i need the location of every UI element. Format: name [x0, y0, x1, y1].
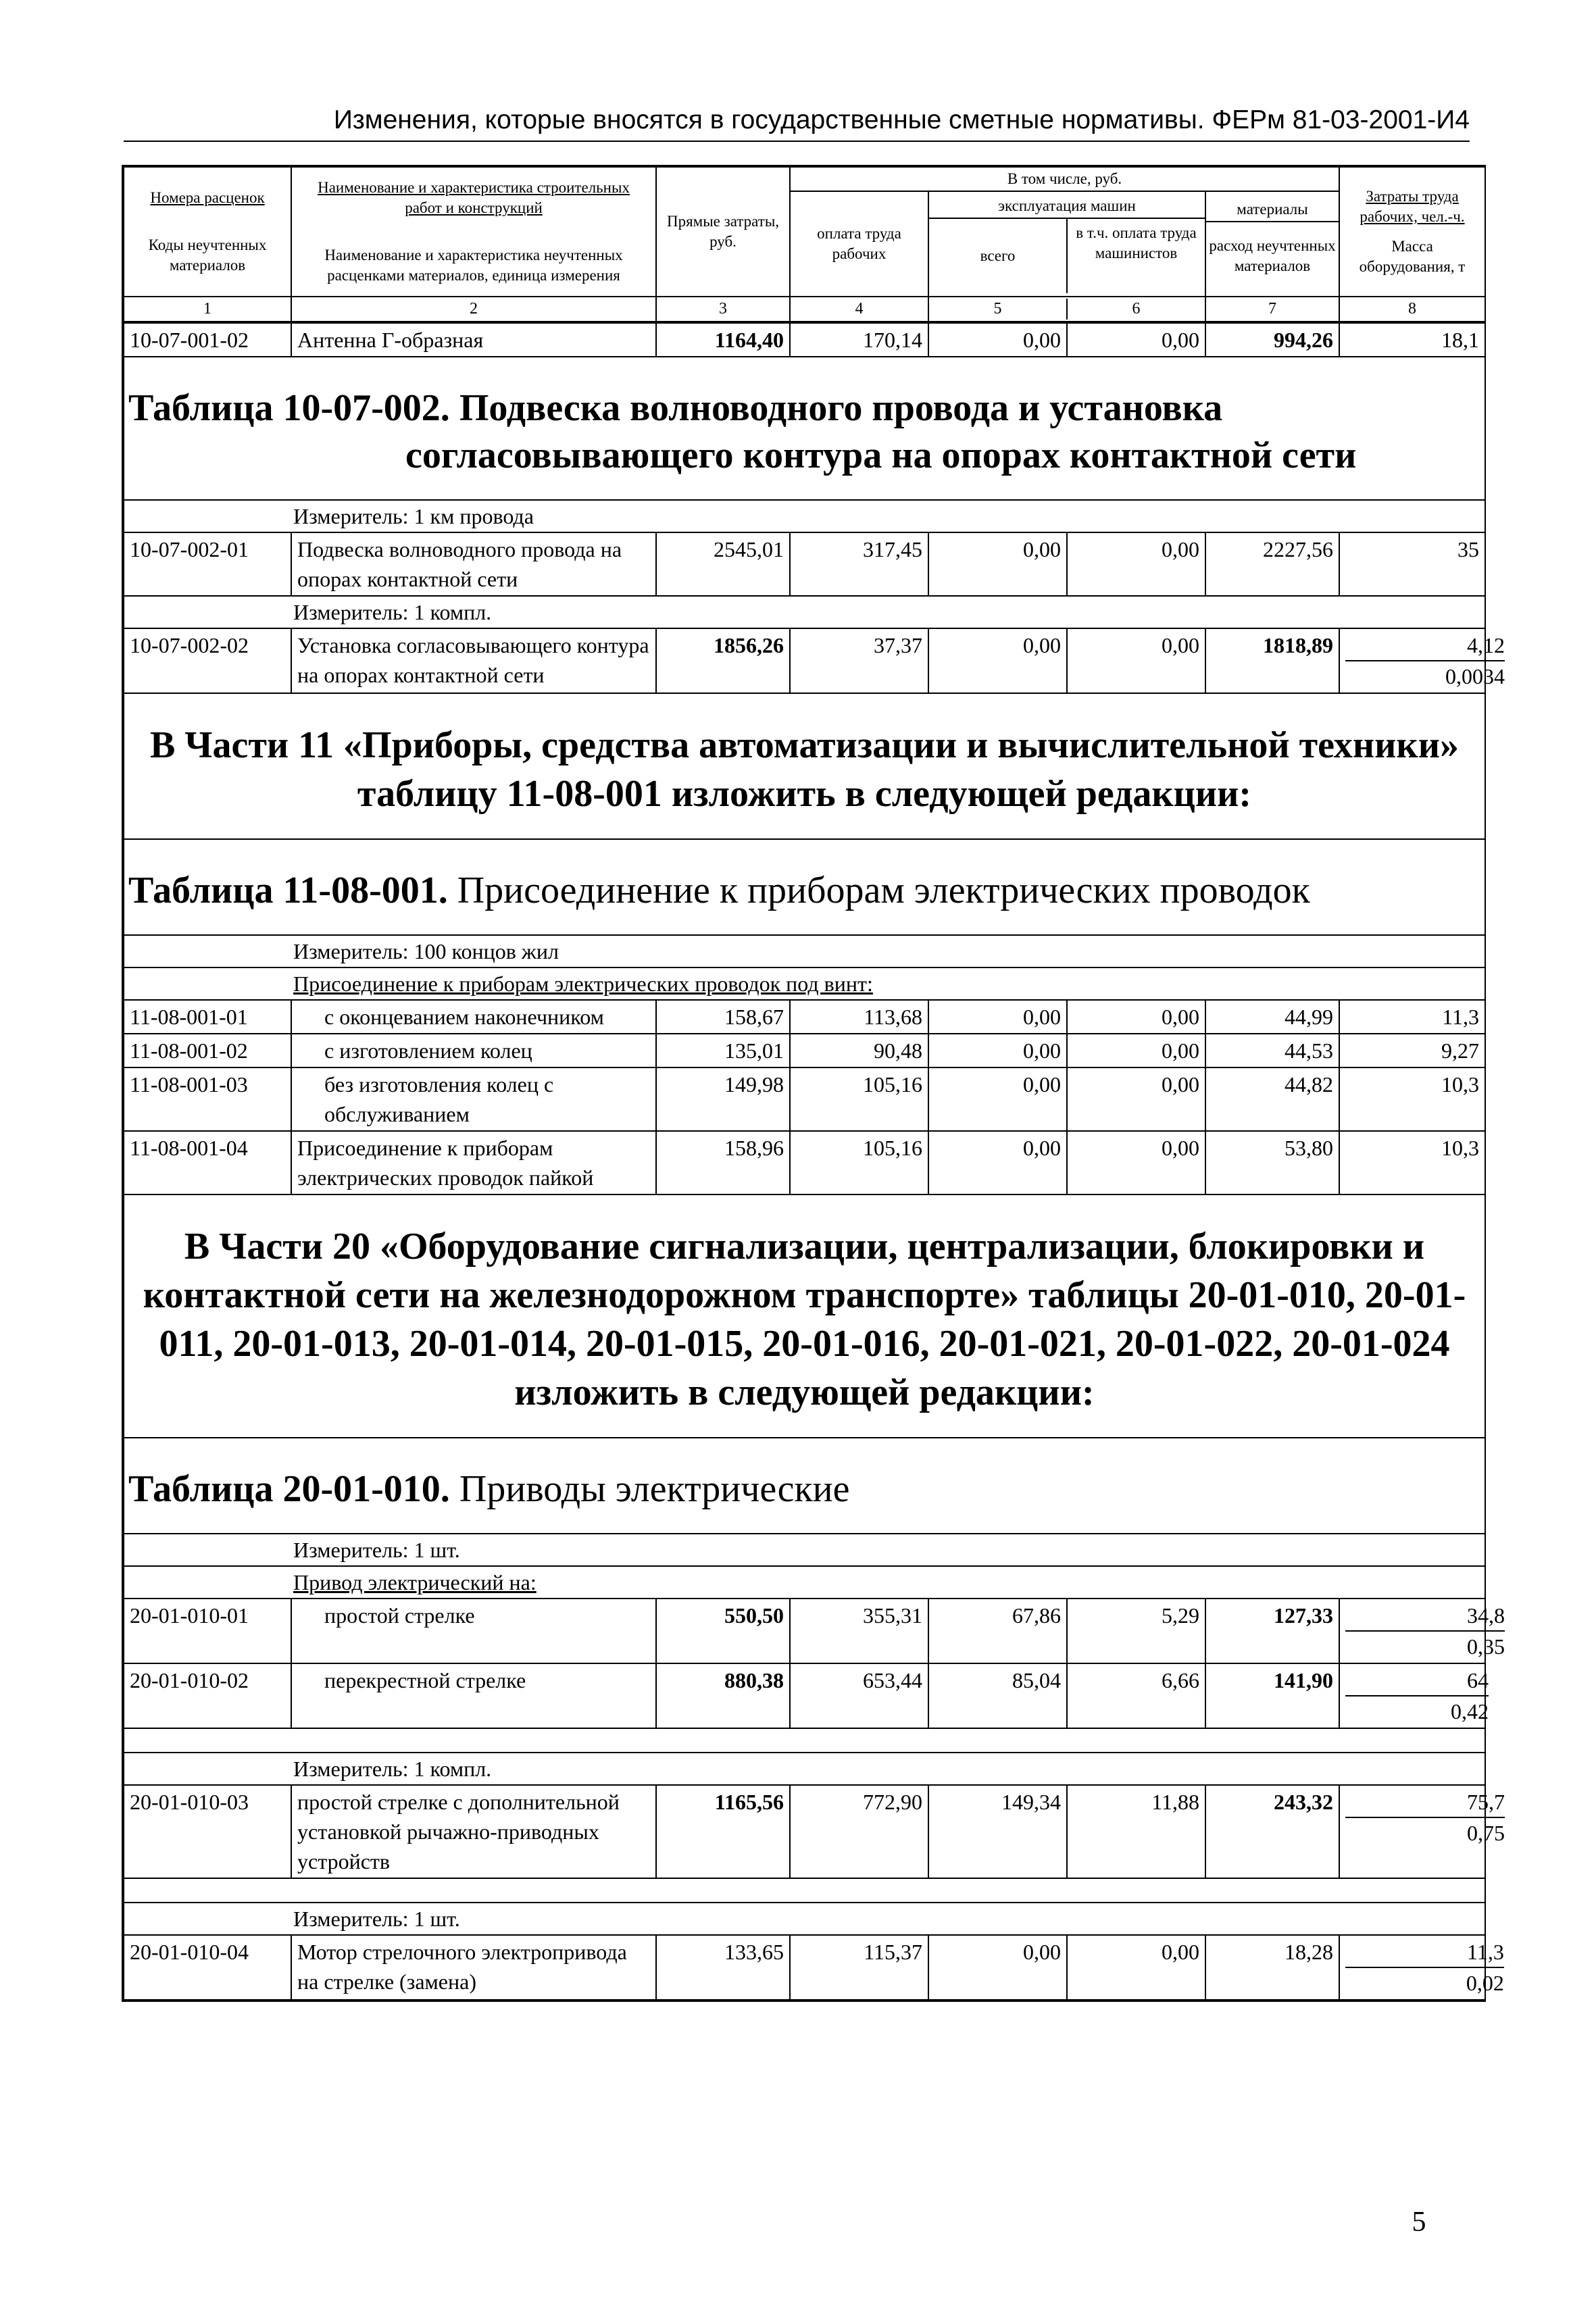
- row-lab8-mass: [1339, 1663, 1489, 1728]
- colnum-4: 4: [790, 297, 928, 322]
- table-title-line2: согласовывающего контура на опорах контактной сети: [405, 434, 1357, 477]
- col1-bottom-label: Коды неучтенных материалов: [148, 236, 267, 274]
- row-mat: 53,80: [1205, 1131, 1339, 1194]
- table-title-text: Приводы электрические: [459, 1468, 850, 1511]
- table-number: Таблица 11-08-001.: [128, 870, 448, 912]
- col6-header: в т.ч. оплата труда машинистов: [1076, 224, 1197, 261]
- col8-bottom-label: Масса оборудования, т: [1359, 237, 1466, 275]
- colnum-7: 7: [1205, 297, 1339, 322]
- row-labor: 170,14: [790, 323, 928, 357]
- row-code: 20-01-010-01: [124, 1599, 291, 1663]
- subheading: Присоединение к приборам электрических проводок под винт:: [124, 967, 1485, 1000]
- row-mat: 44,82: [1205, 1067, 1339, 1131]
- row-lab8: 10,3: [1339, 1067, 1485, 1131]
- col2-header: [291, 167, 656, 297]
- row-name: с изготовлением колец: [291, 1034, 656, 1067]
- row-mat: 18,28: [1205, 1935, 1339, 2000]
- row-labor: 37,37: [790, 628, 928, 693]
- mass-value: 0,42: [1451, 1699, 1489, 1724]
- table-row: [124, 1000, 1485, 1034]
- row-mach: 0,00: [928, 1000, 1067, 1034]
- row-mach-labor: 0,00: [1067, 1000, 1205, 1034]
- labor-value: 11,3: [1345, 1937, 1504, 1968]
- row-mach: 0,00: [928, 1131, 1067, 1194]
- row-mach-labor: 0,00: [1067, 1131, 1205, 1194]
- document-body: [122, 165, 1505, 2002]
- row-code: 11-08-001-04: [124, 1131, 291, 1194]
- incl-header: В том числе, руб.: [790, 167, 1339, 191]
- row-direct: 1164,40: [656, 323, 790, 357]
- row-direct: 149,98: [656, 1067, 790, 1131]
- row-mach: 0,00: [928, 1034, 1067, 1067]
- col4-header: оплата труда рабочих: [790, 191, 928, 297]
- labor-value: 75,7: [1345, 1787, 1505, 1818]
- row-mach-labor: 0,00: [1067, 532, 1205, 596]
- row-name: простой стрелке с дополнительной установкой рычажно-приводных устройств: [291, 1785, 656, 1878]
- table-row: [124, 1785, 1485, 1878]
- page-number: 5: [1412, 2207, 1426, 2238]
- data-table: [123, 322, 1505, 2001]
- column-header-table: [123, 166, 1486, 322]
- row-name: перекрестной стрелке: [291, 1663, 656, 1728]
- row-code: 11-08-001-01: [124, 1000, 291, 1034]
- row-mach: 85,04: [928, 1663, 1067, 1728]
- row-mach: 67,86: [928, 1599, 1067, 1663]
- col2-top-label: Наименование и характеристика строительных работ и конструкций: [318, 179, 630, 217]
- col8-header: [1339, 167, 1485, 297]
- subheading: Привод электрический на:: [124, 1566, 1485, 1599]
- labor-value: 34,8: [1345, 1601, 1505, 1632]
- row-code: 11-08-001-03: [124, 1067, 291, 1131]
- row-code: 20-01-010-02: [124, 1663, 291, 1728]
- row-direct: 550,50: [656, 1599, 790, 1663]
- row-labor: 317,45: [790, 532, 928, 596]
- labor-value: 4,12: [1345, 630, 1505, 661]
- row-code: 10-07-001-02: [124, 323, 291, 357]
- col1-header: [124, 167, 291, 297]
- row-mat: 44,53: [1205, 1034, 1339, 1067]
- col5-header: всего: [929, 219, 1068, 293]
- measure-label: Измеритель: 1 км провода: [124, 500, 1485, 532]
- row-direct: 2545,01: [656, 532, 790, 596]
- row-direct: 158,96: [656, 1131, 790, 1194]
- table-row: [124, 1663, 1485, 1728]
- section-line1: В Части 20 «Оборудование сигнализации, централизации, блокировки и: [184, 1226, 1425, 1268]
- running-header: Изменения, которые вносятся в государственные сметные нормативы. ФЕРм 81-03-2001-И4: [124, 100, 1470, 142]
- row-labor: 772,90: [790, 1785, 928, 1878]
- colnum-5-6: [928, 297, 1205, 322]
- row-direct: 135,01: [656, 1034, 790, 1067]
- row-mat: 2227,56: [1205, 532, 1339, 596]
- table-row: [124, 628, 1485, 693]
- row-mach-labor: 0,00: [1067, 323, 1205, 357]
- row-mat: 141,90: [1205, 1663, 1339, 1728]
- section-line2: таблицу 11-08-001 изложить в следующей редакции:: [357, 773, 1252, 815]
- spacer: [124, 1728, 1485, 1753]
- col8-top-label: Затраты труда рабочих, чел.-ч.: [1360, 188, 1465, 226]
- row-lab8-mass: [1339, 1785, 1505, 1878]
- row-lab8: 35: [1339, 532, 1485, 596]
- measure-label: Измеритель: 1 компл.: [124, 596, 1485, 628]
- row-lab8-mass: [1339, 1599, 1505, 1663]
- row-name: Установка согласовывающего контура на опорах контактной сети: [291, 628, 656, 693]
- row-mach-labor: 0,00: [1067, 628, 1205, 693]
- row-mach-labor: 5,29: [1067, 1599, 1205, 1663]
- table-11-08-001-title: [124, 839, 1485, 935]
- row-mat: 127,33: [1205, 1599, 1339, 1663]
- row-mach: 0,00: [928, 628, 1067, 693]
- row-name: без изготовления колец с обслуживанием: [291, 1067, 656, 1131]
- colnum-8: 8: [1339, 297, 1485, 322]
- materials-group: [1205, 191, 1339, 297]
- machines-group: [928, 191, 1205, 297]
- row-mach: 149,34: [928, 1785, 1067, 1878]
- row-mach: 0,00: [928, 1935, 1067, 2000]
- row-name: Подвеска волноводного провода на опорах контактной сети: [291, 532, 656, 596]
- row-direct: 1165,56: [656, 1785, 790, 1878]
- table-row: [124, 1131, 1485, 1194]
- table-row: [124, 1067, 1485, 1131]
- col3-header: Прямые затраты, руб.: [656, 167, 790, 297]
- row-labor: 105,16: [790, 1067, 928, 1131]
- row-lab8: 11,3: [1339, 1000, 1485, 1034]
- section-line1: В Части 11 «Приборы, средства автоматизации и вычислительной техники»: [150, 724, 1459, 767]
- row-mat: 994,26: [1205, 323, 1339, 357]
- row-lab8: 10,3: [1339, 1131, 1485, 1194]
- row-lab8-mass: [1339, 1935, 1504, 2000]
- row-mach-labor: 0,00: [1067, 1067, 1205, 1131]
- row-mach: 0,00: [928, 532, 1067, 596]
- mass-value: 0,75: [1467, 1821, 1505, 1846]
- row-name: Присоединение к приборам электрических проводок пайкой: [291, 1131, 656, 1194]
- colnum-5: 5: [929, 299, 1068, 320]
- row-lab8-mass: [1339, 628, 1505, 693]
- materials-header: материалы: [1206, 198, 1339, 222]
- colnum-3: 3: [656, 297, 790, 322]
- colnum-1: 1: [124, 297, 291, 322]
- row-name: с оконцеванием наконечником: [291, 1000, 656, 1034]
- table-row: [124, 1935, 1485, 2000]
- col7-header: расход неучтенных материалов: [1209, 236, 1336, 274]
- row-mach-labor: 11,88: [1067, 1785, 1205, 1878]
- section-line3: 011, 20-01-013, 20-01-014, 20-01-015, 20-01-016, 20-01-021, 20-01-022, 20-01-024: [159, 1323, 1450, 1365]
- colnum-2: 2: [291, 297, 656, 322]
- machines-header: эксплуатация машин: [929, 195, 1205, 219]
- table-row: [124, 1034, 1485, 1067]
- row-labor: 653,44: [790, 1663, 928, 1728]
- row-labor: 90,48: [790, 1034, 928, 1067]
- row-name: простой стрелке: [291, 1599, 656, 1663]
- section-line2: контактной сети на железнодорожном транспорте» таблицы 20-01-010, 20-01-: [143, 1274, 1466, 1317]
- row-labor: 113,68: [790, 1000, 928, 1034]
- row-direct: 880,38: [656, 1663, 790, 1728]
- row-mach-labor: 6,66: [1067, 1663, 1205, 1728]
- table-number: Таблица 10-07-002.: [128, 387, 450, 430]
- row-labor: 355,31: [790, 1599, 928, 1663]
- labor-value: 64: [1345, 1665, 1489, 1696]
- col2-bottom-label: Наименование и характеристика неучтенных расценками материалов, единица измерения: [324, 246, 623, 284]
- row-lab8: 9,27: [1339, 1034, 1485, 1067]
- row-direct: 1856,26: [656, 628, 790, 693]
- section-part11: [124, 693, 1485, 839]
- mass-value: 0,02: [1466, 1971, 1504, 1996]
- table-row: [124, 1599, 1485, 1663]
- measure-label: Измеритель: 1 шт.: [124, 1903, 1485, 1935]
- row-labor: 105,16: [790, 1131, 928, 1194]
- table-title-line1: Подвеска волноводного провода и установка: [459, 387, 1223, 430]
- measure-label: Измеритель: 1 компл.: [124, 1753, 1485, 1785]
- table-10-07-002-title: [124, 357, 1485, 500]
- spacer: [124, 1878, 1485, 1903]
- row-mat: 44,99: [1205, 1000, 1339, 1034]
- section-line4: изложить в следующей редакции:: [514, 1372, 1095, 1414]
- section-part20: [124, 1194, 1485, 1438]
- mass-value: 0,0034: [1445, 664, 1505, 689]
- row-code: 10-07-002-01: [124, 532, 291, 596]
- row-mach: 0,00: [928, 323, 1067, 357]
- row-direct: 158,67: [656, 1000, 790, 1034]
- table-20-01-010-title: [124, 1438, 1485, 1534]
- row-lab8: 18,1: [1339, 323, 1485, 357]
- table-row: [124, 323, 1485, 357]
- mass-value: 0,35: [1467, 1634, 1505, 1659]
- row-name: Мотор стрелочного электропривода на стрелке (замена): [291, 1935, 656, 2000]
- row-mach-labor: 0,00: [1067, 1034, 1205, 1067]
- measure-label: Измеритель: 1 шт.: [124, 1534, 1485, 1566]
- row-mat: 1818,89: [1205, 628, 1339, 693]
- row-mach-labor: 0,00: [1067, 1935, 1205, 2000]
- row-code: 10-07-002-02: [124, 628, 291, 693]
- row-code: 11-08-001-02: [124, 1034, 291, 1067]
- row-code: 20-01-010-03: [124, 1785, 291, 1878]
- row-direct: 133,65: [656, 1935, 790, 2000]
- table-title-text: Присоединение к приборам электрических проводок: [457, 870, 1310, 912]
- row-code: 20-01-010-04: [124, 1935, 291, 2000]
- colnum-6: 6: [1132, 299, 1141, 318]
- table-row: [124, 532, 1485, 596]
- row-mach: 0,00: [928, 1067, 1067, 1131]
- measure-label: Измеритель: 100 концов жил: [124, 935, 1485, 967]
- row-name: Антенна Г-образная: [291, 323, 656, 357]
- table-number: Таблица 20-01-010.: [128, 1468, 450, 1511]
- row-labor: 115,37: [790, 1935, 928, 2000]
- col1-top-label: Номера расценок: [150, 189, 265, 207]
- row-mat: 243,32: [1205, 1785, 1339, 1878]
